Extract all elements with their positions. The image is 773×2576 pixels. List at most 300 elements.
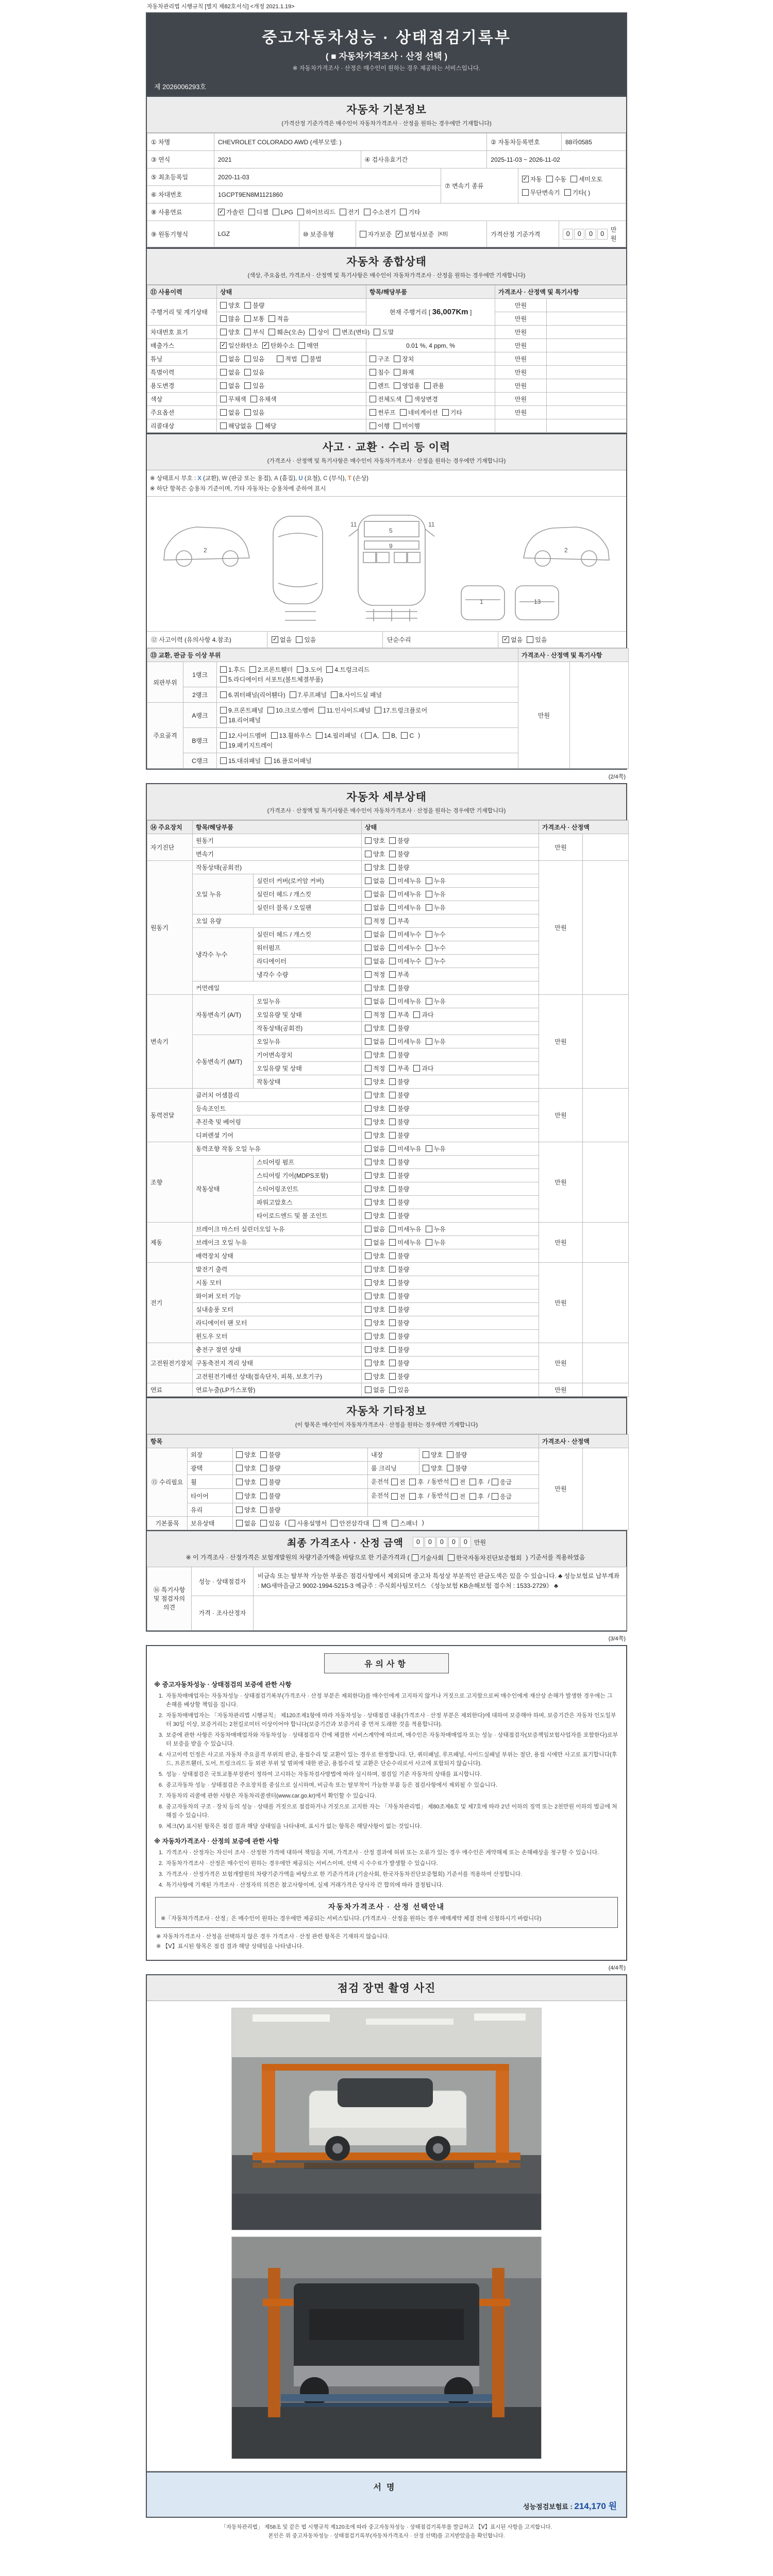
subgroup-label: 냉각수 누수 [193,928,254,981]
checkbox-잭[interactable] [373,1519,388,1528]
checkbox-누유[interactable] [426,890,446,899]
checkbox-관용[interactable] [424,381,444,390]
state-cell [362,1383,539,1397]
checkbox-있음[interactable] [260,1519,280,1528]
checkbox-훼손(오손)[interactable] [268,328,305,336]
state-cell [362,955,539,968]
state-cell [362,1129,539,1142]
checkbox-양호[interactable] [365,1131,385,1140]
checkbox-누유[interactable] [426,1144,446,1153]
checkbox-적정[interactable] [365,970,385,979]
checkbox-불량[interactable] [389,1305,409,1314]
checkbox-전기[interactable] [340,208,360,216]
text-segment: ) [418,731,421,739]
checkbox-적정[interactable] [365,917,385,925]
checkbox-미이행[interactable] [394,421,420,430]
checkbox-누유[interactable] [426,876,446,885]
checkbox-label: 양호 [373,1266,385,1273]
checkbox-B,[interactable] [383,732,397,739]
device-label: 전기 [147,1263,193,1343]
checkbox-label: 양호 [373,1025,385,1032]
checkbox-자동[interactable] [522,175,542,183]
checkbox-상이[interactable] [309,328,329,336]
checkbox-label: 없음 [373,998,385,1005]
checkbox-누수[interactable] [426,957,446,965]
checkbox-19.패키지트레이[interactable] [220,741,273,750]
checkbox-label: 있음 [535,636,547,643]
state-cell [362,1115,539,1129]
checkbox-없음[interactable] [220,408,240,417]
checkbox-label: 양호 [373,1252,385,1260]
checkbox-양호[interactable] [220,328,240,336]
table-row [147,221,626,247]
price-cell: 만원 [539,1263,583,1343]
checkbox-없음[interactable] [365,943,385,952]
row-label: 색상 [147,393,217,406]
checkbox-5.라디에이터 서포트(볼트체결부품)[interactable] [220,675,323,684]
checkbox-17.트렁크플로어[interactable] [375,706,427,715]
checkbox-누유[interactable] [426,997,446,1006]
checkbox-양호[interactable] [365,1158,385,1166]
checkbox-12.사이드멤버[interactable] [220,731,267,740]
checkbox-양호[interactable] [365,1091,385,1099]
checkbox-없음[interactable] [220,381,240,390]
checkbox-썬루프[interactable] [369,408,396,417]
checkbox-미세누유[interactable] [389,1144,421,1153]
checkbox-label: 17.트렁크플로어 [382,707,428,714]
checkbox-있음[interactable] [244,408,264,417]
fee-label: 성능점검보험료 : [523,2502,575,2511]
checks-cell [419,1462,539,1475]
checkbox-기타[interactable] [400,208,420,216]
checkbox-불량[interactable] [389,1171,409,1180]
checkbox-label: 불량 [253,302,265,309]
checkbox-불량[interactable] [389,1104,409,1113]
checkbox-미세누유[interactable] [389,997,421,1006]
checkbox-없음[interactable] [365,876,385,885]
device-label: 조향 [147,1142,193,1223]
checkbox-일산화탄소[interactable] [220,341,258,350]
checkbox-6.쿼터패널(리어휀다)[interactable] [220,690,285,699]
column-header: 상태 [217,285,366,299]
status-code-X: X [197,476,201,482]
checkbox-box: ✓ [503,636,509,642]
checkbox-box [331,691,338,698]
checkbox-불량[interactable] [389,1332,409,1341]
checkbox-4.트렁크리드[interactable] [326,665,369,674]
checkbox-불량[interactable] [389,1131,409,1140]
checkbox-불량[interactable] [389,1077,409,1086]
checkbox-과다[interactable] [413,1010,433,1019]
checkbox-1.후드[interactable] [220,665,245,674]
checkbox-있음[interactable] [527,635,547,644]
checkbox-유채색[interactable] [250,395,277,403]
checkbox-후[interactable] [469,1478,484,1486]
checkbox-양호[interactable] [365,1292,385,1300]
notice-item-number: 3. [158,1732,163,1738]
diagram-number: 11 [350,521,357,528]
checkbox-미세누유[interactable] [389,890,421,899]
checkbox-양호[interactable] [365,836,385,845]
checkbox-불량[interactable] [389,1198,409,1207]
checkbox-양호[interactable] [423,1450,443,1459]
checkbox-부족[interactable] [389,1010,409,1019]
checkbox-box [365,918,372,924]
table-row [147,1263,629,1276]
checkbox-box [236,1520,243,1527]
checkbox-누유[interactable] [426,1225,446,1233]
checkbox-양호[interactable] [365,1359,385,1367]
checkbox-후[interactable] [469,1492,484,1501]
checkbox-불량[interactable] [389,1158,409,1166]
checkbox-전체도색[interactable] [369,395,401,403]
checkbox-없음[interactable] [236,1519,256,1528]
checkbox-있음[interactable] [244,381,264,390]
inspector-comment: 비금속 또는 탈부착 가능한 부품은 점검사항에서 제외되며 중고차 특성상 부분적인 판금도색은 있을 수 있습니다. ♣ 성능보험료 납부계좌 : MG새마을금고 9002-1994-5215-3 예금주 : 주식회사팀모터스 《성능보험 KB손해보험 접수처 : 1533-2729》 ♣ [254,1567,627,1596]
checkbox-box [389,891,396,897]
checkbox-불량[interactable] [260,1450,280,1459]
checkbox-누수[interactable] [426,943,446,952]
checkbox-기타( )[interactable] [564,188,591,197]
checkbox-사용설명서[interactable] [289,1519,327,1528]
checkbox-불량[interactable] [260,1464,280,1472]
checkbox-box [220,666,227,673]
checkbox-무채색[interactable] [220,395,246,403]
checkbox-전[interactable] [391,1478,406,1486]
price-note-cell [583,1263,629,1343]
checkbox-침수[interactable] [369,368,390,377]
checkbox-양호[interactable] [365,1278,385,1287]
checkbox-수소전기[interactable] [364,208,396,216]
checkbox-양호[interactable] [365,1265,385,1274]
checkbox-양호[interactable] [365,1345,385,1354]
item-label: 기어변속장치 [254,1048,362,1062]
checkbox-불량[interactable] [389,1318,409,1327]
checkbox-부식[interactable] [244,328,264,336]
checkbox-적정[interactable] [365,1010,385,1019]
checkbox-장치[interactable] [394,354,414,363]
simple-repair-checks [498,632,626,648]
state-cell [217,379,366,393]
checkbox-14.필러패널[interactable] [316,731,357,740]
checkbox-box [423,1451,429,1458]
checkbox-box [365,1172,372,1179]
item-label: 오일 유량 [193,914,362,928]
checkbox-label: 양호 [373,1212,385,1219]
checkbox-양호[interactable] [365,1024,385,1032]
checkbox-양호[interactable] [365,1077,385,1086]
checkbox-불량[interactable] [447,1450,467,1459]
checkbox-해당없음[interactable] [220,421,252,430]
rank-label: C랭크 [183,753,217,769]
notice-item-text: 가격조사 · 산정가격은 보험개발원의 차량기준가액을 바탕으로 한 기준가격과 (기술사회, 한국자동차진단보증협회) 기준서를 적용하여 산정합니다. [166,1871,523,1878]
checkbox-불량[interactable] [389,1359,409,1367]
checkbox-미세누유[interactable] [389,1037,421,1046]
checkbox-양호[interactable] [365,984,385,992]
checkbox-label: 불량 [397,1105,410,1112]
checkbox-양호[interactable] [365,1050,385,1059]
checkbox-없음[interactable] [502,635,523,644]
checkbox-없음[interactable] [365,1144,385,1153]
checkbox-label: 매연 [307,342,319,349]
checkbox-label: 4.트렁크리드 [334,666,370,673]
checkbox-양호[interactable] [365,1318,385,1327]
checkbox-box [244,369,251,376]
checkbox-불량[interactable] [389,1091,409,1099]
checkbox-누유[interactable] [426,1238,446,1247]
checkbox-응급[interactable] [492,1492,512,1501]
checkbox-세미오토[interactable] [570,175,602,183]
checkbox-양호[interactable] [365,1332,385,1341]
checkbox-불량[interactable] [260,1505,280,1514]
checkbox-box [564,189,571,196]
checkbox-미세누수[interactable] [389,930,421,939]
checkbox-불량[interactable] [389,984,409,992]
checkbox-부족[interactable] [389,970,409,979]
checkbox-과다[interactable] [413,1064,433,1073]
checkbox-미세누유[interactable] [389,876,421,885]
checkbox-전[interactable] [391,1492,406,1501]
checkbox-불량[interactable] [389,1345,409,1354]
checkbox-없음[interactable] [272,635,292,644]
item-label: 작동상태(공회전) [254,1022,362,1035]
checkbox-양호[interactable] [236,1478,256,1486]
checkbox-네비게이션[interactable] [400,408,438,417]
checkbox-box [220,369,227,376]
checkbox-적음[interactable] [268,314,289,323]
checkbox-누수[interactable] [426,930,446,939]
signature-area[interactable] [147,2471,626,2517]
checkbox-렌트[interactable] [369,381,390,390]
checkbox-3.도어[interactable] [297,665,322,674]
checkbox-불량[interactable] [389,1278,409,1287]
checkbox-없음[interactable] [365,890,385,899]
checkbox-2.프론트휀더[interactable] [249,665,293,674]
state-cell [362,1182,539,1196]
checkbox-화재[interactable] [394,368,414,377]
checkbox-box [365,1293,372,1299]
checkbox-양호[interactable] [365,863,385,872]
checkbox-label: 없음 [373,1239,385,1246]
checkbox-양호[interactable] [365,1171,385,1180]
checkbox-색상변경[interactable] [406,395,438,403]
status-code-legend [147,470,626,483]
checkbox-8.사이드실 패널[interactable] [331,690,382,699]
checkbox-있음[interactable] [244,368,264,377]
checkbox-양호[interactable] [236,1505,256,1514]
checkbox-하이브리드[interactable] [297,208,335,216]
checkbox-이행[interactable] [369,421,390,430]
checkbox-무단변속기[interactable] [522,188,560,197]
checkbox-양호[interactable] [365,1372,385,1381]
price-digit: 0 [425,1537,435,1548]
state-cell [362,995,539,1008]
checkbox-불량[interactable] [389,1265,409,1274]
checkbox-수동[interactable] [546,175,566,183]
checkbox-양호[interactable] [365,1104,385,1113]
checkbox-미세누유[interactable] [389,1238,421,1247]
checkbox-13.휠하우스[interactable] [271,731,312,740]
checkbox-미세누수[interactable] [389,957,421,965]
section-comprehensive [147,247,626,285]
checkbox-9.프론트패널[interactable] [220,706,263,715]
checkbox-양호[interactable] [365,1198,385,1207]
checkbox-label: 안전삼각대 [339,1519,369,1527]
checkbox-불법[interactable] [301,354,322,363]
checkbox-box [389,958,396,964]
checkbox-양호[interactable] [220,301,240,310]
checkbox-양호[interactable] [365,850,385,858]
checkbox-18.리어패널[interactable] [220,716,261,724]
checkbox-없음[interactable] [220,354,240,363]
checkbox-label: 스패너 [399,1519,418,1527]
item-label: 실린더 블록 / 오일팬 [254,901,362,914]
checkbox-적법[interactable] [277,354,297,363]
checkbox-있음[interactable] [389,1385,409,1394]
checkbox-보험사보증[interactable] [396,230,434,239]
checkbox-box: ✓ [396,230,402,237]
checkbox-10.크로스멤버[interactable] [267,706,314,715]
checkbox-box [365,864,372,871]
label-inspector: 성능 · 상태점검자 [192,1567,254,1596]
checkbox-변조(변타)[interactable] [333,328,369,336]
table-row [147,1596,627,1630]
checkbox-많음[interactable] [220,314,240,323]
checkbox-있음[interactable] [296,635,316,644]
checkbox-양호[interactable] [365,1305,385,1314]
checkbox-있음[interactable] [244,354,264,363]
checkbox-불량[interactable] [389,1184,409,1193]
checkbox-없음[interactable] [365,903,385,912]
checkbox-없음[interactable] [365,997,385,1006]
checkbox-불량[interactable] [389,1050,409,1059]
checkbox-C[interactable] [401,732,414,739]
checkbox-전[interactable] [451,1478,465,1486]
checkbox-부족[interactable] [389,917,409,925]
checkbox-가솔린[interactable] [218,208,244,216]
checkbox-미세누수[interactable] [389,943,421,952]
price-cell: 만원 [495,406,547,419]
checkbox-label: 없음 [228,355,241,363]
checkbox-미세누유[interactable] [389,1225,421,1233]
checkbox-label: 양호 [373,1333,385,1340]
notice-item [154,1731,619,1749]
checkbox-box [316,732,323,739]
checkbox-양호[interactable] [365,1251,385,1260]
label-transmission: ⑦ 변속기 종류 [441,168,518,204]
checkbox-한국자동차진단보증협회[interactable] [448,1553,522,1562]
checkbox-스패너[interactable] [392,1519,418,1528]
checkbox-불량[interactable] [244,301,264,310]
checkbox-양호[interactable] [236,1450,256,1459]
checkbox-없음[interactable] [220,368,240,377]
checkbox-양호[interactable] [365,1184,385,1193]
accident-history-checks [267,632,383,648]
checkbox-없음[interactable] [365,1385,385,1394]
checkbox-불량[interactable] [389,1372,409,1381]
checkbox-box [389,1132,396,1139]
state-cell [217,326,495,339]
page-4 [146,1974,627,2518]
checkbox-안전삼각대[interactable] [331,1519,369,1528]
table-row [147,406,627,419]
checkbox-label: 불량 [455,1465,467,1472]
checkbox-자가보증[interactable] [360,230,392,239]
checkbox-7.루프패널[interactable] [290,690,327,699]
checkbox-label: 미세누유 [397,891,422,898]
checkbox-기술사회[interactable] [412,1553,444,1562]
row-label: 주요옵션 [147,406,217,419]
checkbox-불량[interactable] [389,1251,409,1260]
checkbox-불량[interactable] [389,1292,409,1300]
checkbox-LPG[interactable] [273,209,293,216]
checkbox-누유[interactable] [426,903,446,912]
checkbox-없음[interactable] [365,957,385,965]
checkbox-미세누유[interactable] [389,903,421,912]
checkbox-불량[interactable] [389,863,409,872]
checkbox-양호[interactable] [423,1464,443,1472]
checkbox-구조[interactable] [369,354,390,363]
checkbox-label: 있음 [268,1519,281,1527]
checkbox-도말[interactable] [374,328,394,336]
checkbox-매연[interactable] [298,341,318,350]
checkbox-영업용[interactable] [394,381,420,390]
checkbox-A,[interactable] [365,732,379,739]
checkbox-기타[interactable] [442,408,462,417]
checkbox-label: 자동 [530,176,542,183]
checkbox-후[interactable] [409,1492,424,1501]
checkbox-불량[interactable] [260,1478,280,1486]
checkbox-없음[interactable] [365,1037,385,1046]
price-note-cell [547,419,627,433]
checkbox-불량[interactable] [447,1464,467,1472]
checkbox-양호[interactable] [365,1211,385,1220]
checkbox-box [447,1451,453,1458]
checkbox-15.대쉬패널[interactable] [220,756,261,765]
checkbox-부족[interactable] [389,1064,409,1073]
checkbox-불량[interactable] [389,1211,409,1220]
select-box-line: ※「자동차가격조사 · 산정」은 매수인이 원하는 경우에만 제공되는 서비스입니다. (가격조사 · 산정을 원하는 경우 매매계약 체결 전에 신청하시기 바랍니다) [161,1916,542,1922]
checkbox-불량[interactable] [389,1117,409,1126]
checkbox-양호[interactable] [236,1464,256,1472]
checkbox-없음[interactable] [365,930,385,939]
checkbox-16.플로어패널[interactable] [265,756,312,765]
checkbox-없음[interactable] [365,1225,385,1233]
checkbox-불량[interactable] [389,850,409,858]
checkbox-적정[interactable] [365,1064,385,1073]
checkbox-양호[interactable] [365,1117,385,1126]
checkbox-11.인사이드패널[interactable] [318,706,371,715]
checkbox-box [389,985,396,991]
checkbox-디젤[interactable] [248,208,268,216]
item-label: 작동상태(공회전) [193,861,362,874]
checkbox-보통[interactable] [244,314,264,323]
checkbox-누유[interactable] [426,1037,446,1046]
checkbox-응급[interactable] [492,1478,512,1486]
checkbox-없음[interactable] [365,1238,385,1247]
checkbox-불량[interactable] [389,836,409,845]
checkbox-양호[interactable] [236,1492,256,1500]
checkbox-탄화수소[interactable] [262,341,294,350]
checkbox-불량[interactable] [260,1492,280,1500]
checkbox-label: 3.도어 [305,666,323,673]
checkbox-전[interactable] [451,1492,465,1501]
checkbox-후[interactable] [409,1478,424,1486]
notice-post-lines [154,1932,619,1950]
column-header: 가격조사 · 산정액 및 특기사항 [495,285,627,299]
checkbox-불량[interactable] [389,1024,409,1032]
checkbox-해당[interactable] [256,421,276,430]
